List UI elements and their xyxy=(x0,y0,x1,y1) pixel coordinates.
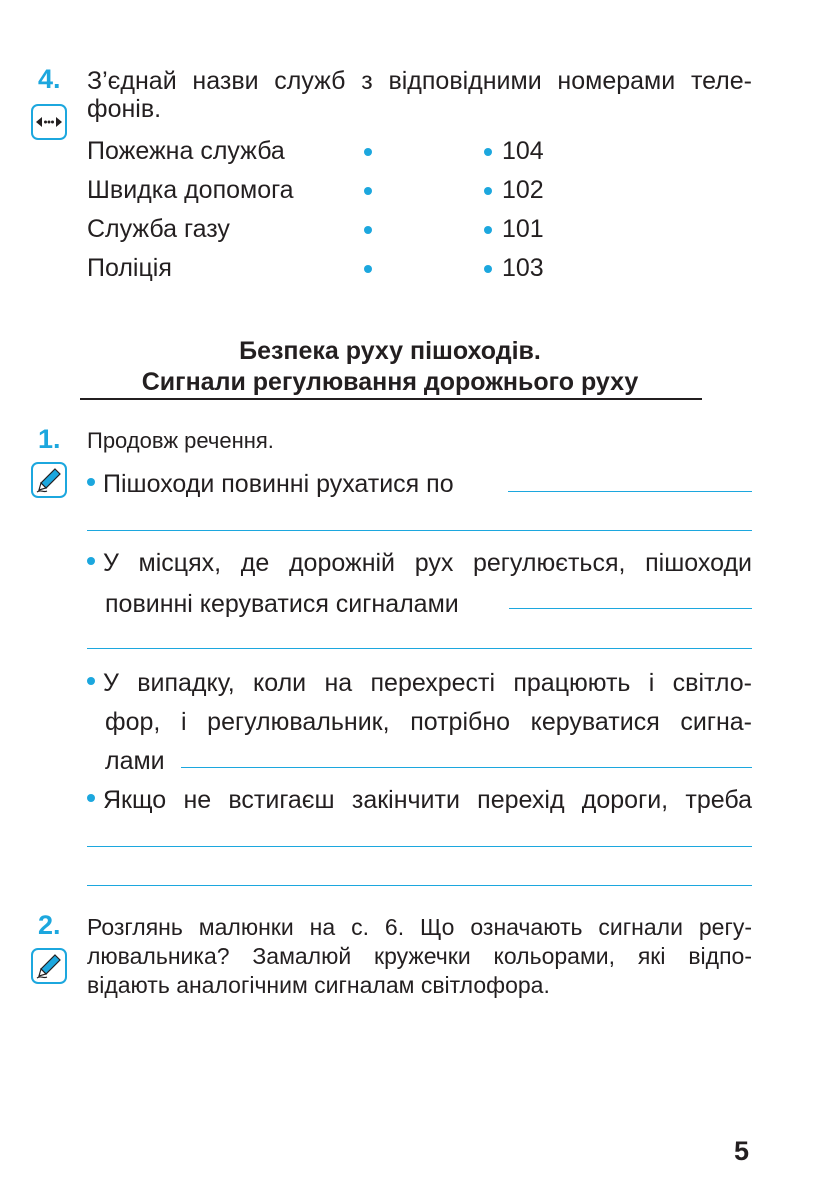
bullet-dot xyxy=(87,557,95,565)
service-item: Поліція xyxy=(87,254,172,282)
task1-item2-line1-text: У місцях, де дорожній рух регулюється, пішоходи xyxy=(103,549,752,577)
task1-item4 xyxy=(87,785,752,815)
task4-instruction-line2: фонів. xyxy=(87,95,162,123)
phone-number: 104 xyxy=(502,137,544,165)
bullet-dot xyxy=(87,794,95,802)
task1-item4-text: Якщо не встигаєш закінчити перехід дороги, треба xyxy=(103,786,752,814)
connect-dot-left[interactable] xyxy=(364,148,372,156)
section-divider xyxy=(80,398,702,400)
task2-line2: лювальника? Замалюй кружечки кольорами, які відпо- xyxy=(87,943,752,969)
section-title-line1: Безпека руху пішоходів. xyxy=(239,337,541,365)
connect-dot-right[interactable] xyxy=(484,187,492,195)
task1-item1 xyxy=(87,469,454,499)
connect-arrows-icon xyxy=(31,104,67,140)
service-item: Служба газу xyxy=(87,215,230,243)
bullet-dot xyxy=(87,677,95,685)
task1-item3-line1-text: У випадку, коли на перехресті працюють і світло- xyxy=(103,669,752,697)
task2-line1: Розглянь малюнки на с. 6. Що означають сигнали регу- xyxy=(87,914,752,940)
task1-item3-line1 xyxy=(87,668,752,698)
phone-number: 102 xyxy=(502,176,544,204)
task2-number: 2. xyxy=(38,910,61,940)
pencil-icon xyxy=(31,948,67,984)
phone-number: 101 xyxy=(502,215,544,243)
connect-dot-left[interactable] xyxy=(364,265,372,273)
task4-number: 4. xyxy=(38,64,61,94)
connect-dot-right[interactable] xyxy=(484,265,492,273)
section-title-line2: Сигнали регулювання дорожнього руху xyxy=(141,368,639,396)
connect-dot-right[interactable] xyxy=(484,226,492,234)
task1-item2-line2: повинні керуватися сигналами xyxy=(105,590,459,618)
service-item: Пожежна служба xyxy=(87,137,285,165)
connect-dot-left[interactable] xyxy=(364,187,372,195)
answer-line[interactable] xyxy=(508,491,752,492)
pencil-icon xyxy=(31,462,67,498)
connect-dot-left[interactable] xyxy=(364,226,372,234)
answer-line[interactable] xyxy=(87,530,752,531)
service-item: Швидка допомога xyxy=(87,176,294,204)
answer-line[interactable] xyxy=(509,608,752,609)
task1-instruction: Продовж речення. xyxy=(87,428,274,453)
answer-line[interactable] xyxy=(87,846,752,847)
answer-line[interactable] xyxy=(181,767,752,768)
task1-item1-text: Пішоходи повинні рухатися по xyxy=(103,470,454,498)
answer-line[interactable] xyxy=(87,648,752,649)
task1-item2-line1 xyxy=(87,548,752,578)
task4-instruction-line1: З’єднай назви служб з відповідними номерами теле- xyxy=(87,67,752,95)
task1-item3-line3: лами xyxy=(105,747,165,775)
page-number: 5 xyxy=(734,1136,750,1166)
task2-line3: відають аналогічним сигналам світлофора. xyxy=(87,972,550,998)
task1-number: 1. xyxy=(38,424,61,454)
connect-dot-right[interactable] xyxy=(484,148,492,156)
answer-line[interactable] xyxy=(87,885,752,886)
phone-number: 103 xyxy=(502,254,544,282)
bullet-dot xyxy=(87,478,95,486)
task1-item3-line2: фор, і регулювальник, потрібно керуватися сигна- xyxy=(105,708,752,736)
